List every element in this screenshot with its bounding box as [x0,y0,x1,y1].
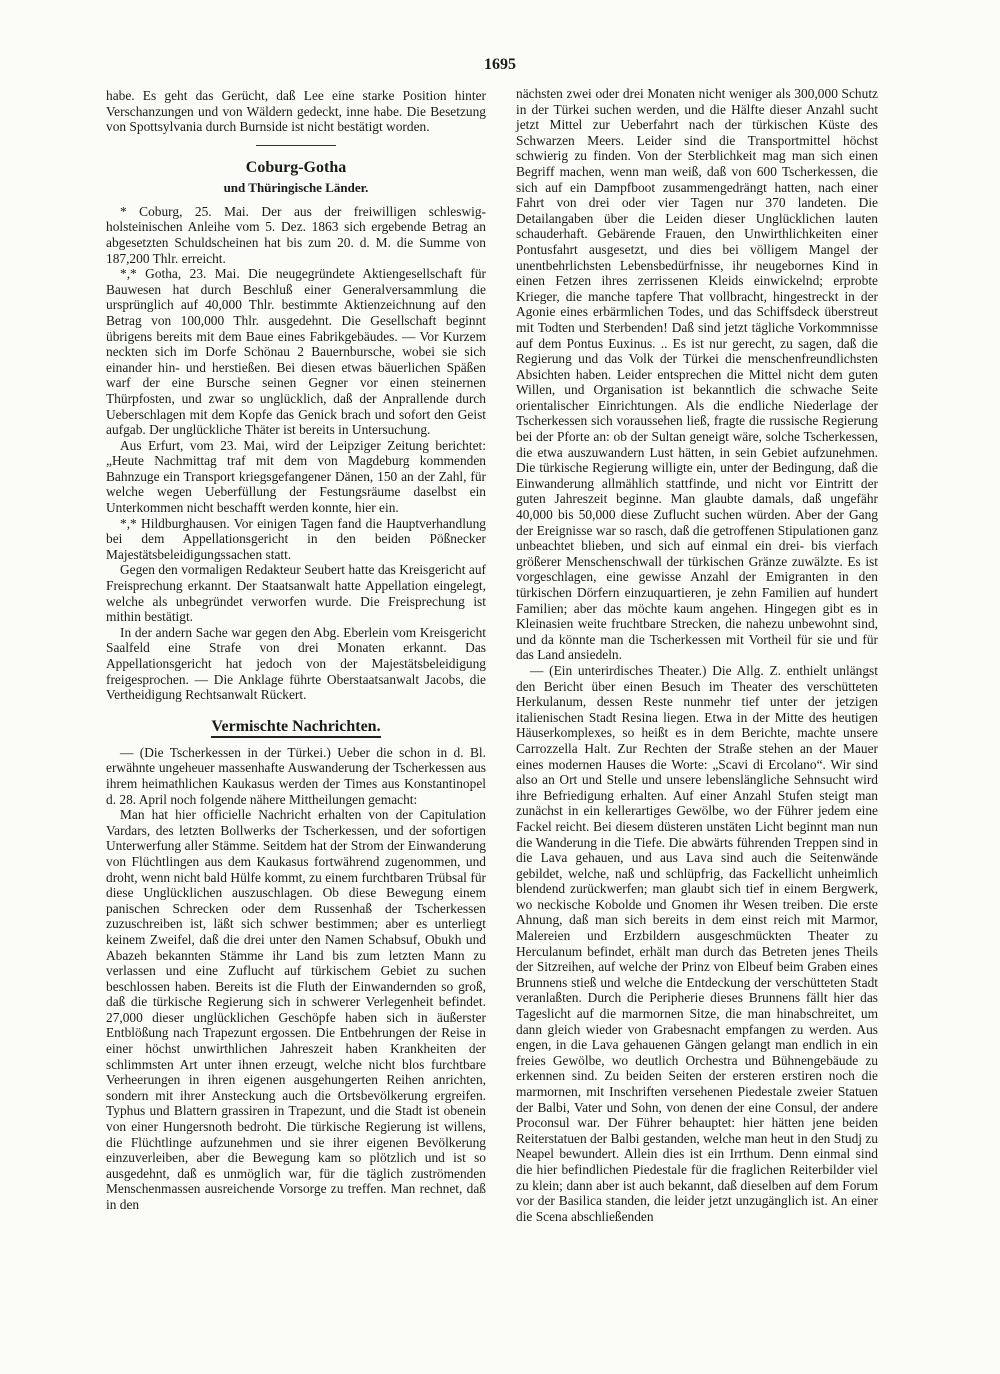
page-number: 1695 [484,56,516,73]
article-hildburghausen: *,* Hildburghausen. Vor einigen Tagen fand die Hauptverhandlung bei dem Appellationsgericht in den beiden Pößnecker Majestätsbeleidigungssachen statt. [106,515,486,562]
left-column [106,88,486,1213]
intro-paragraph: habe. Es geht das Gerücht, daß Lee eine starke Position hinter Verschanzungen und von Wäldern gedeckt, inne habe. Die Besetzung von Spottsylvania durch Burnside ist nicht bestätigt worden. [106,88,486,135]
article-coburg: * Coburg, 25. Mai. Der aus der freiwilligen schleswig-holsteinischen Anleihe vom 5. Dez. 1863 sich ergebende Betrag an abgesetzten Schuldscheinen hat bis zum 20. d. M. die Summe von 187,200 Thlr. erreicht. [106,203,486,266]
article-erfurt: Aus Erfurt, vom 23. Mai, wird der Leipziger Zeitung berichtet: „Heute Nachmittag traf mit dem von Magdeburg kommenden Bahnzuge ein Transport kriegsgefangener Dänen, 150 an der Zahl, für welche wegen Ueberfüllung der Festungsräume daselbst ein Unterkommen nicht beschafft werden konnte, hier ein. [106,437,486,516]
article-tscherkessen-quote: Man hat hier officielle Nachricht erhalten von der Capitulation Vardars, des letzten Bollwerks der Tscherkessen, und der sofortigen Unterwerfung aller Stämme. Seitdem hat der Strom der Einwanderung von Flüchtlingen aus dem Kaukasus fortwährend zugenommen, und droht, wenn nicht bald Hülfe kommt, zu einem furchtbaren Trübsal für diese Unglücklichen auszuschlagen. Ob diese Bewegung einem panischen Schrecken oder dem Russenhaß der Tscherkessen zuzuschreiben ist, läßt sich schwer bestimmen; aber es unterliegt keinem Zweifel, daß die drei unter den Namen Schabsuf, Obukh und Abazeh bekannten Stämme ihr Land bis zum letzten Mann zu verlassen und eine Zuflucht auf türkischem Gebiet zu suchen beschlossen haben. Bereits ist die Fluth der Einwandernden so groß, daß die türkische Regierung sich in schwerer Verlegenheit befindet. 27,000 dieser unglücklichen Geschöpfe haben sich in äußerster Entblößung nach Trapezunt ergossen. Die Entbehrungen der Reise in einer höchst unwirthlichen Jahreszeit haben Krankheiten der schlimmsten Art unter ihnen erzeugt, welche nicht blos furchtbare Verheerungen in ihren eigenen ausgehungerten Reihen anrichten, sondern mit ihrer Ansteckung auch die Ortsbevölkerung ergreifen. Typhus und Blattern grassiren in Trapezunt, und die Stadt ist obenein von einer Hungersnoth bedroht. Die türkische Regierung ist willens, die Flüchtlinge aufzunehmen und sie ihrer eigenen Bevölkerung einzuverleiben, aber die Bewegung kam so plötzlich und ist so ausgedehnt, daß es unmöglich war, für die täglich zuströmenden Menschenmassen ausreichende Vorsorge zu treffen. Man rechnet, daß in den [106,807,486,1212]
section-title-vermischte-text: Vermischte Nachrichten. [211,718,380,738]
article-gotha: *,* Gotha, 23. Mai. Die neugegründete Aktiengesellschaft für Bauwesen hat durch Beschluß einer Generalversammlung die ursprünglich auf 40,000 Thlr. bestimmte Aktienzeichnung auf den Betrag von 100,000 Thlr. ausgedehnt. Die Gesellschaft beginnt übrigens bereits mit dem Baue eines Fabrikgebäudes. — Vor Kurzem neckten sich im Dorfe Schönau 2 Bauernbursche, wobei sie sich einander hin- und herstießen. Bei diesen etwas bäuerlichen Späßen warf der eine Bursche seinen Gegner vor einen steinernen Thürpfosten, und zwar so unglücklich, daß der Anprallende durch Ueberschlagen mit dem Kopfe das Genick brach und sofort den Geist aufgab. Der unglückliche Thäter ist bereits in Untersuchung. [106,266,486,438]
section-divider [256,145,336,146]
section-subtitle-thueringen: und Thüringische Länder. [223,179,369,195]
article-tscherkessen: — (Die Tscherkessen in der Türkei.) Ueber die schon in d. Bl. erwähnte ungeheuer massenhafte Auswanderung der Tscherkessen aus ihrem heimathlichen Kaukasus werden der Times aus Konstantinopel d. 28. April noch folgende nähere Mittheilungen gemacht: [106,744,486,807]
section-title-vermischte [106,717,486,737]
right-column [516,86,878,1224]
article-theater: — (Ein unterirdisches Theater.) Die Allg. Z. enthielt unlängst den Bericht über einen Besuch im Theater des verschütteten Herkulanum, dessen Reste nunmehr tief unter der jetzigen italienischen Stadt Resina liegen. Etwa in der Mitte des heutigen Häuserkomplexes, so heißt es in dem Berichte, machte unsere Carrozzella Halt. Zur Rechten der Straße stehen an der Mauer eines modernen Hauses die Worte: „Scavi di Ercolano“. Wir sind also an Ort und Stelle und unsere lebenslängliche Sehnsucht wird ihre Befriedigung erhalten. Auf einer Anzahl Stufen steigt man zunächst in ein kellerartiges Gewölbe, wo der Führer jedem eine Fackel reicht. Bei diesem düsteren unstäten Licht beginnt man nun die Wanderung in die Tiefe. Die abwärts führenden Treppen sind in die Lava gehauen, und aus Lava sind auch die Seitenwände gebildet, welche, naß und schlüpfrig, das Fackellicht unheimlich blendend zurückwerfen; man glaubt sich tief in einem Bergwerk, wo neckische Kobolde und Gnomen ihr Wesen treiben. Die erste Ahnung, daß man sich bereits in dem einst reich mit Marmor, Malereien und Erzbildern ausgeschmückten Theater zu Herculanum befindet, erhält man durch das Betreten jenes Theils der Sitzreihen, auf welche der Prinz von Elbeuf beim Graben eines Brunnens stieß und welche die Entdeckung der verschütteten Stadt veranlaßten. Durch die Peripherie dieses Brunnens fällt hier das Tageslicht auf die marmornen Sitze, die man hinabschreitet, um dann gleich wieder von Grabesnacht empfangen zu werden. Aus engen, in die Lava gehauenen Gängen gelangt man endlich in ein freies Gewölbe, wo deutlich Orchestra und Bühnengebäude zu erkennen sind. Zu beiden Seiten der ersteren erstiren noch die marmornen, mit Inschriften versehenen Piedestale zweier Statuen der Balbi, Vater und Sohn, von denen der eine Consul, der andere Proconsul war. Der Führer behauptet: hier hätten jene beiden Reiterstatuen der Balbi gestanden, welche man heut in den Studj zu Neapel bewundert. Allein dies ist ein Irrthum. Denn einmal sind die hier befindlichen Piedestale für die fraglichen Reiterbilder viel zu klein; dann aber ist auch bekannt, daß dieselben auf dem Forum vor der Basilica standen, die leider jetzt unzugänglich ist. An einer die Scena abschließenden [516,662,878,1224]
article-eberlein: In der andern Sache war gegen den Abg. Eberlein vom Kreisgericht Saalfeld eine Strafe von drei Monaten erkannt. Das Appellationsgericht hat jedoch von der Majestätsbeleidigung freigesprochen. — Die Anklage führte Oberstaatsanwalt Jacobs, die Vertheidigung Rechtsanwalt Rückert. [106,624,486,703]
article-tscherkessen-continuation: nächsten zwei oder drei Monaten nicht weniger als 300,000 Schutz in der Türkei suchen werden, und die Hälfte dieser Anzahl sucht jetzt Mittel zur Ueberfahrt nach der türkischen Küste des Schwarzen Meers. Leider sind die Transportmittel höchst schwierig zu finden. Von der Sterblichkeit mag man sich einen Begriff machen, wenn man weiß, daß von 600 Tscherkessen, die sich auf ein Dampfboot zusammengedrängt hatten, nach einer Fahrt von drei oder vier Tagen nur 370 landeten. Die Detailangaben über die Leiden dieser Unglücklichen lauten schauderhaft. Gebärende Frauen, den Unwirthlichkeiten einer Pontusfahrt ausgesetzt, und dies bei völligem Mangel der unentbehrlichsten Lebensbedürfnisse, ihr neugebornes Kind in einen Fetzen ihres zerrissenen Kleids einwickelnd; erprobte Krieger, die manche tapfere That vollbracht, hingestreckt in der Agonie eines erbärmlichen Todes, und das Schiffsdeck überstreut mit Todten und Sterbenden! Daß sind jetzt tägliche Vorkommnisse auf dem Pontus Euxinus. .. Es ist nur gerecht, zu sagen, daß die Regierung und das Volk der Türkei die menschenfreundlichsten Absichten haben. Leider entsprechen die Mittel nicht dem guten Willen, und Organisation ist bekanntlich die schwache Seite orientalischer Einrichtungen. Als die endliche Niederlage der Tscherkessen sich voraussehen ließ, fragte die russische Regierung bei der Pforte an: ob der Sultan geneigt wäre, solche Tscherkessen, die etwa auszuwandern Lust hätten, in sein Gebiet aufzunehmen. Die türkische Regierung willigte ein, unter der Bedingung, daß die Einwanderung allmählich stattfinde, und nicht vor Eintritt der guten Jahreszeit beginne. Man glaubte damals, daß ungefähr 40,000 bis 50,000 diese Zuflucht suchen würden. Aber der Gang der Ereignisse war so rasch, daß die getroffenen Stipulationen ganz unbeachtet blieben, und sich auf einmal ein drei- bis vierfach größerer Menschenschwall der türkischen Gränze zuwälzte. Es ist vorgeschlagen, eine gewisse Anzahl der Emigranten in den türkischen Dörfern einzuquartieren, je zehn Familien auf hundert Familien; aber das möchte kaum angehen. Hingegen gibt es in Kleinasien weite fruchtbare Strecken, die nahezu unbewohnt sind, und da könnte man die Tscherkessen mit Vortheil für sie und für das Land ansiedeln. [516,86,878,663]
article-seubert: Gegen den vormaligen Redakteur Seubert hatte das Kreisgericht auf Freisprechung erkannt. Der Staatsanwalt hatte Appellation eingelegt, welche als unbegründet verworfen wurde. Die Freisprechung ist mithin bestätigt. [106,562,486,625]
section-title-coburg-gotha: Coburg-Gotha [245,158,347,176]
